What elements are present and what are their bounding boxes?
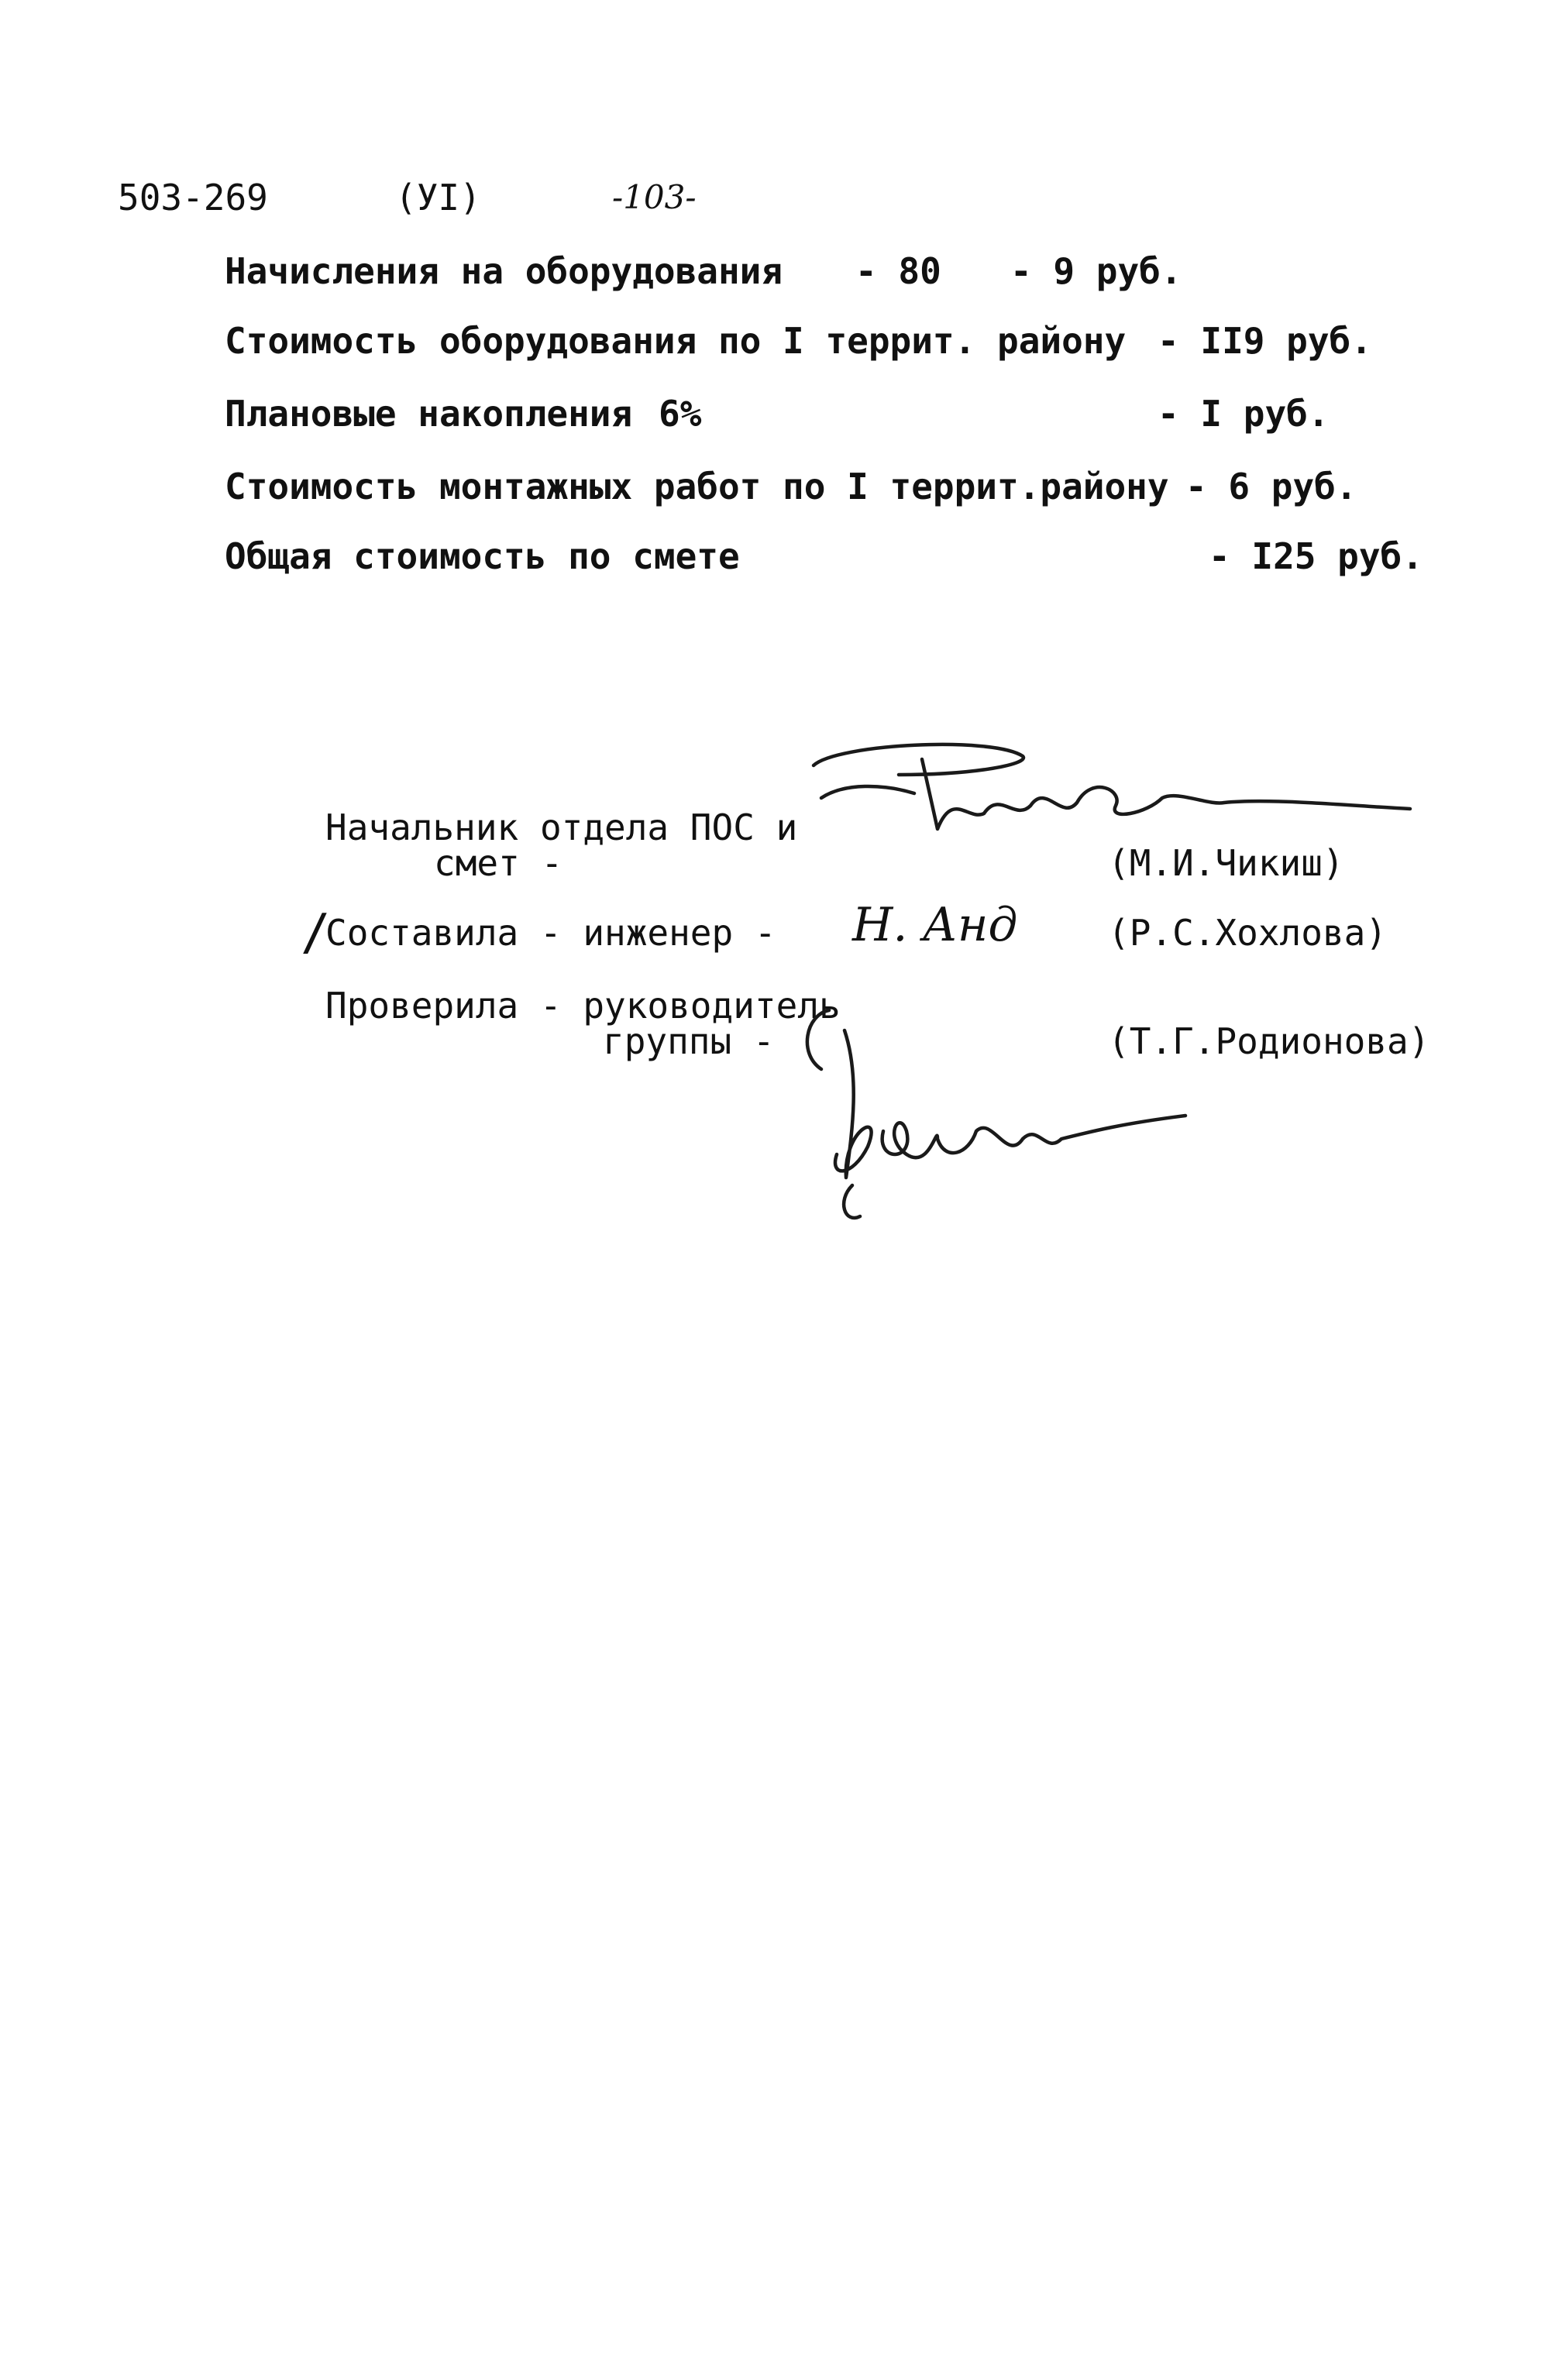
head-role-line2: смет - [434, 842, 563, 884]
line-label-equipment-charges: Начисления на оборудования [225, 250, 783, 292]
page-number: -103- [612, 178, 697, 216]
checker-role-line2: группы - [603, 1020, 775, 1062]
checker-signature-icon [783, 999, 1216, 1224]
line-middle-equipment-charges: - 80 [855, 250, 941, 292]
line-label-equipment-cost: Стоимость оборудования по I террит. району [225, 320, 1127, 362]
line-amount-equipment-cost: - II9 руб. [1158, 320, 1372, 362]
line-label-total-cost: Общая стоимость по смете [225, 535, 740, 577]
document-code: 503-269 [118, 177, 268, 218]
compiler-role: Составила - инженер - [325, 912, 776, 954]
compiler-handwritten-signature: Н. Анд [852, 898, 1018, 952]
line-middle-planned-savings: 6% [659, 393, 702, 435]
compiler-name: (Р.С.Хохлова) [1108, 912, 1388, 954]
line-label-planned-savings: Плановые накопления [225, 393, 633, 435]
line-amount-total-cost: - I25 руб. [1209, 535, 1423, 577]
line-amount-planned-savings: - I руб. [1158, 393, 1330, 435]
line-amount-equipment-charges: - 9 руб. [1010, 250, 1182, 292]
checker-role-line1: Проверила - руководитель [325, 985, 841, 1027]
line-amount-installation-cost: - 6 руб. [1185, 466, 1357, 507]
section-number: (УI) [395, 177, 481, 218]
compiler-mark: / [301, 904, 331, 961]
head-name: (М.И.Чикиш) [1108, 842, 1344, 884]
checker-name: (Т.Г.Родионова) [1108, 1020, 1430, 1062]
head-role-line1: Начальник отдела ПОС и [325, 807, 798, 848]
head-signature-icon [790, 728, 1410, 837]
line-label-installation-cost: Стоимость монтажных работ по I террит.району [225, 466, 1169, 507]
